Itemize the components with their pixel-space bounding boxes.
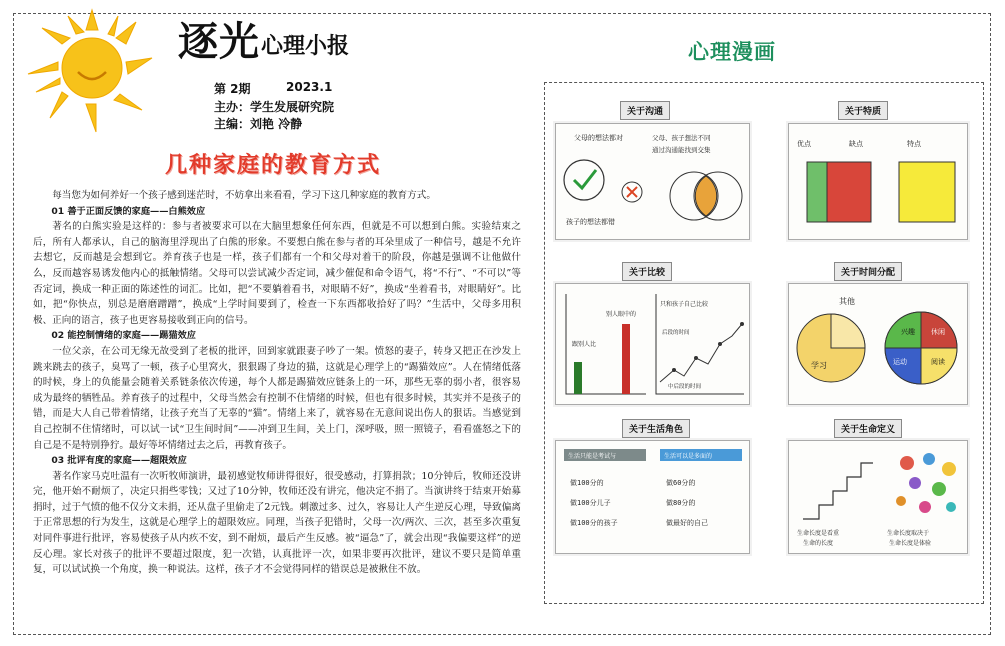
comic-caption: 父母、孩子想法不同 xyxy=(652,134,711,142)
section-paragraph: 著名的白熊实验是这样的：参与者被要求可以在大脑里想象任何东西，但就是不可以想到白熊。实验结束之后，所有人都承认，自己的脑海里浮现出了白熊的形象。不要想白熊在参与者的耳朵里成了一种信号，越是不允许去想它，反而越是会想到它。养育孩子也是一样，孩子们都有一个和父母对着干的阶段，你越是强调不让他做什么，反而越容易诱发他内心的抵触情绪。父母可以尝试减少否定词，减少催促和命令语气，将“不行”、“不可以”等否定词，换成一种正面的陈述性的词汇。比如，把“不要躺着看书，对眼睛不好”，换成“坐着看书，对眼睛好”。比如，把“你快点，别总是磨磨蹭蹭”，换成“上学时间要到了，检查一下东西都收拾好了吗？”生活中，父母多用积极、正向的语言，孩子也更容易接收到正向的信号。 xyxy=(33,221,521,326)
host: 主办：学生发展研究院 xyxy=(214,100,335,114)
comic-card-label: 关于比较 xyxy=(622,262,672,281)
article-intro: 每当您为如何养好一个孩子感到迷茫时，不妨拿出来看看，学习下这几种家庭的教育方式。 xyxy=(52,190,436,201)
comic-caption: 做60分的 xyxy=(666,479,696,487)
comic-caption: 生命长度是体验 xyxy=(889,540,932,547)
comic-title: 心理漫画 xyxy=(688,40,776,64)
comic-card-label: 关于特质 xyxy=(838,101,888,120)
comic-caption: 生命的长度 xyxy=(803,540,834,547)
comic-caption: 生命长度是看重 xyxy=(797,530,840,537)
comic-card-label: 关于生命定义 xyxy=(834,419,902,438)
comic-caption: 只和孩子自己比较 xyxy=(660,301,709,308)
section-heading: 01 善于正面反馈的家庭——白熊效应 xyxy=(51,205,206,217)
comic-card-label: 关于生活角色 xyxy=(622,419,690,438)
comic-caption: 阅读 xyxy=(931,358,945,366)
comic-caption: 生命长度取决于 xyxy=(887,530,930,537)
life-illustration-icon xyxy=(789,441,967,553)
comic-caption: 别人眼中的 xyxy=(606,311,637,318)
comic-caption: 做最好的自己 xyxy=(666,519,708,527)
masthead-subtitle: 心理小报 xyxy=(261,34,350,59)
comic-card-time xyxy=(788,283,968,405)
comic-card-life xyxy=(788,440,968,554)
comic-caption: 做100分儿子 xyxy=(570,499,611,507)
comic-card-comparison xyxy=(555,283,750,405)
comic-caption: 孩子的想法都错 xyxy=(566,218,615,226)
comic-caption: 兴趣 xyxy=(901,328,915,336)
comic-caption: 其他 xyxy=(839,297,855,306)
comic-caption: 通过沟通能找到交集 xyxy=(652,146,711,154)
editor: 主编：刘艳 冷静 xyxy=(214,117,303,131)
comic-caption: 生活只能是考试与 xyxy=(568,453,617,460)
comic-card-label: 关于时间分配 xyxy=(834,262,902,281)
comic-caption: 中后段的时间 xyxy=(668,384,702,390)
article-title: 几种家庭的教育方式 xyxy=(165,153,382,178)
section-paragraph: 一位父亲，在公司无缘无故受到了老板的批评，回到家就跟妻子吵了一架。愤怒的妻子，转身又把正在沙发上跳来跳去的孩子，臭骂了一顿，孩子心里窝火，狠狠踢了身边的猫，这就是心理学上的“踢猫效应”。人在情绪低落的时候，身上的负能量会随着关系链条依次传递，每个人都是踢猫效应链条上的一环，那些无辜的弱小者，很容易成为最终的牺牲品。养育孩子的过程中，父母当然会有控制不住情绪的时候，但也有很多时候，其实并不是孩子的错，而是大人自己带着情绪，让孩子充当了无辜的“猫”。情绪上来了，就容易在无意间说出伤人的狠话。当感觉到自己控制不住情绪时，可以试一试“卫生间时间”——冲到卫生间，关上门，深呼吸，照一照镜子，看看盛怒之下的自己是不是特别狰狞。最好等坏情绪过去之后，再教育孩子。 xyxy=(33,345,521,451)
communication-illustration-icon xyxy=(556,124,749,239)
issue-date: 2023.1 xyxy=(286,80,333,94)
comic-card-label: 关于沟通 xyxy=(620,101,670,120)
issue-number: 第 2期 xyxy=(214,82,251,96)
comic-caption: 运动 xyxy=(893,358,907,366)
roles-illustration-icon xyxy=(556,441,749,553)
comic-card-communication xyxy=(555,123,750,240)
comic-caption: 缺点 xyxy=(849,140,863,148)
section-paragraph: 著名作家马克吐温有一次听牧师演讲，最初感觉牧师讲得很好，很受感动，打算捐款；10分钟后，牧师还没讲完，他开始不耐烦了，决定只捐些零钱；又过了10分钟，牧师还没有讲完，他决定不捐了。当演讲终于结束开始募捐时，过于气愤的他不仅分文未捐，还从盘子里偷走了2元钱。刺激过多、过久，容易让人产生逆反心理，导致偏离于正常思想的行为发生，这就是心理学上的超限效应。同理，当孩子犯错时，父母一次/两次、三次，甚至多次重复对同件事进行批评，容易使孩子从内疚不安，到不耐烦，最后产生反感。被“逼急”了，就会出现“我偏要这样”的逆反心理。家长对孩子的批评不要超过限度，犯一次错，认真批评一次，如果非要再次批评，建议不要只是简单重复，可以试试换一个角度，换一种说法。这样，孩子才不会觉得同样的错误总是被揪住不放。 xyxy=(33,470,521,576)
comic-caption: 做100分的 xyxy=(570,479,604,487)
sun-logo-icon xyxy=(14,8,164,138)
comic-card-traits xyxy=(788,123,968,240)
comic-caption: 生活可以是多面的 xyxy=(664,453,713,460)
traits-illustration-icon xyxy=(789,124,967,239)
comic-caption: 做100分的孩子 xyxy=(570,519,618,527)
comic-caption: 学习 xyxy=(811,361,827,370)
section-heading: 02 能控制情绪的家庭——踢猫效应 xyxy=(51,330,196,342)
comic-caption: 后段的时间 xyxy=(662,330,690,336)
comic-caption: 优点 xyxy=(797,140,811,148)
comic-caption: 休闲 xyxy=(931,328,945,336)
comic-caption: 做80分的 xyxy=(666,499,696,507)
time-illustration-icon xyxy=(789,284,967,404)
comic-caption: 跟别人比 xyxy=(572,341,597,348)
comic-caption: 特点 xyxy=(907,140,921,148)
article-body xyxy=(33,188,521,578)
section-heading: 03 批评有度的家庭——超限效应 xyxy=(51,455,187,467)
comic-caption: 父母的想法都对 xyxy=(574,134,623,142)
comparison-illustration-icon xyxy=(556,284,749,404)
masthead-title: 逐光 xyxy=(178,19,260,65)
comic-card-roles xyxy=(555,440,750,554)
